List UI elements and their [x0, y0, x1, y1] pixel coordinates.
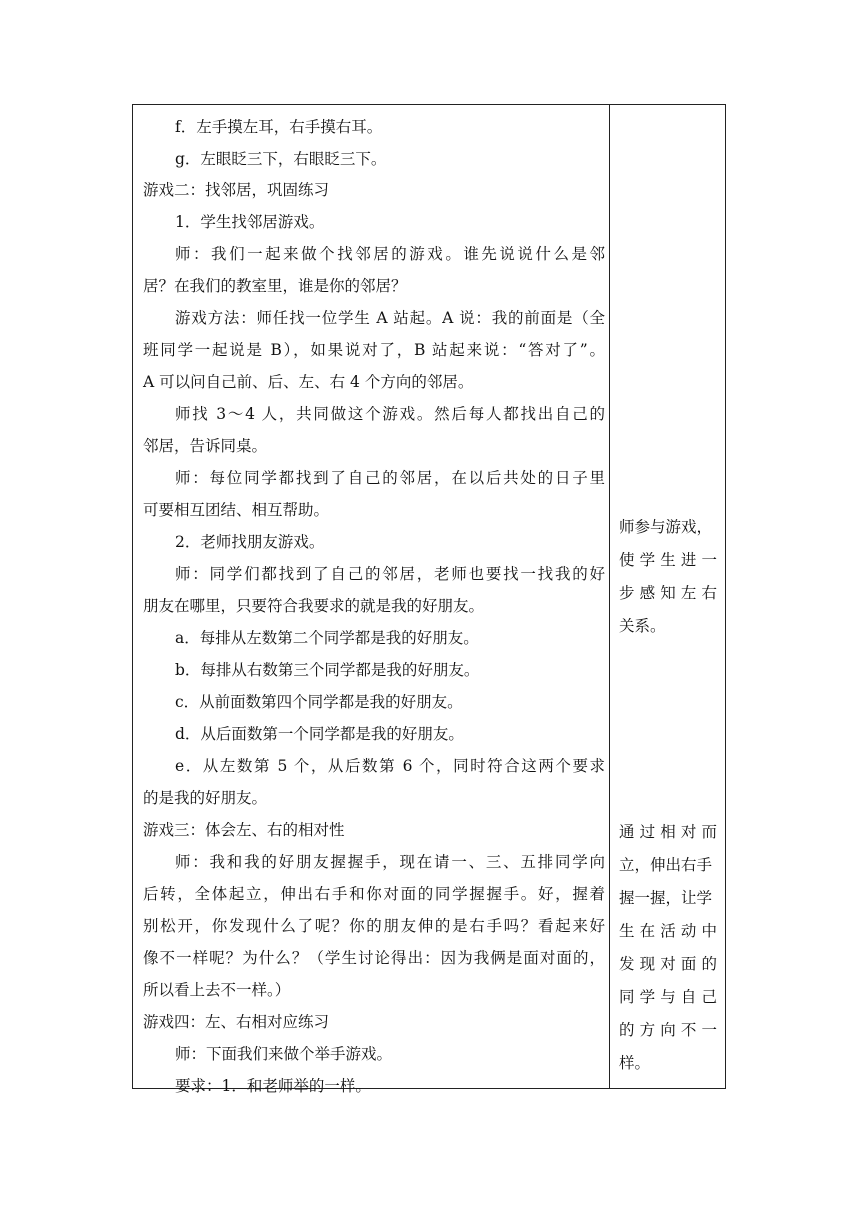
note-line: 生在活动中 — [619, 922, 717, 940]
text-line: 1．学生找邻居游戏。 — [175, 213, 325, 231]
text-line: 师：下面我们来做个举手游戏。 — [175, 1045, 393, 1063]
note-line: 握一握，让学 — [619, 889, 713, 907]
text-line: c．从前面数第四个同学都是我的好朋友。 — [175, 693, 463, 711]
text-line: 朋友在哪里，只要符合我要求的就是我的好朋友。 — [143, 597, 485, 615]
text-line: 邻居，告诉同桌。 — [143, 437, 268, 455]
lesson-table — [132, 104, 726, 1095]
note-line: 立，伸出右手 — [619, 856, 713, 874]
section-heading: 游戏三：体会左、右的相对性 — [143, 821, 345, 839]
text-line: 别松开，你发现什么了呢？你的朋友伸的是右手吗？看起来好 — [143, 917, 605, 935]
text-line: 后转，全体起立，伸出右手和你对面的同学握握手。好，握着 — [143, 885, 605, 903]
text-line: a．每排从左数第二个同学都是我的好朋友。 — [175, 629, 479, 647]
text-line: A 可以问自己前、后、左、右 4 个方向的邻居。 — [143, 373, 474, 391]
text-line: 师找 3～4 人，共同做这个游戏。然后每人都找出自己的 — [175, 405, 605, 423]
text-line: 师：每位同学都找到了自己的邻居，在以后共处的日子里 — [175, 469, 605, 487]
text-line: 游戏方法：师任找一位学生 A 站起。A 说：我的前面是（全 — [175, 309, 605, 327]
text-line: f．左手摸左耳，右手摸右耳。 — [175, 118, 383, 136]
section-heading: 游戏二：找邻居，巩固练习 — [143, 181, 330, 199]
text-line: 师：我们一起来做个找邻居的游戏。谁先说说什么是邻 — [175, 245, 605, 263]
note-line: 通过相对而 — [619, 823, 717, 841]
note-line: 的方向不一 — [619, 1021, 717, 1039]
text-line: g．左眼眨三下，右眼眨三下。 — [175, 150, 387, 168]
section-heading: 游戏四：左、右相对应练习 — [143, 1013, 330, 1031]
text-line: 班同学一起说是 B），如果说对了，B 站起来说：“答对了”。 — [143, 341, 605, 359]
text-line: d．从后面数第一个同学都是我的好朋友。 — [175, 725, 464, 743]
text-line: 可要相互团结、相互帮助。 — [143, 501, 330, 519]
text-line: 要求：1．和老师举的一样。 — [175, 1077, 371, 1095]
text-line: 2．老师找朋友游戏。 — [175, 533, 325, 551]
text-line: 师：同学们都找到了自己的邻居，老师也要找一找我的好 — [175, 565, 605, 583]
text-line: 的是我的好朋友。 — [143, 789, 268, 807]
note-line: 发现对面的 — [619, 955, 717, 973]
text-line: 所以看上去不一样。） — [143, 981, 291, 999]
note-line: 关系。 — [619, 617, 666, 635]
text-line: 师：我和我的好朋友握握手，现在请一、三、五排同学向 — [175, 853, 605, 871]
note-line: 样。 — [619, 1054, 651, 1072]
note-line: 使学生进一 — [619, 551, 717, 569]
column-divider — [609, 105, 610, 1088]
text-line: 居？在我们的教室里，谁是你的邻居？ — [143, 277, 407, 295]
note-line: 步感知左右 — [619, 584, 717, 602]
text-line: 像不一样呢？为什么？（学生讨论得出：因为我俩是面对面的， — [143, 949, 605, 967]
text-line: e．从左数第 5 个，从后数第 6 个，同时符合这两个要求 — [175, 757, 605, 775]
text-line: b．每排从右数第三个同学都是我的好朋友。 — [175, 661, 480, 679]
note-line: 同学与自己 — [619, 988, 717, 1006]
note-line: 师参与游戏， — [619, 518, 713, 536]
